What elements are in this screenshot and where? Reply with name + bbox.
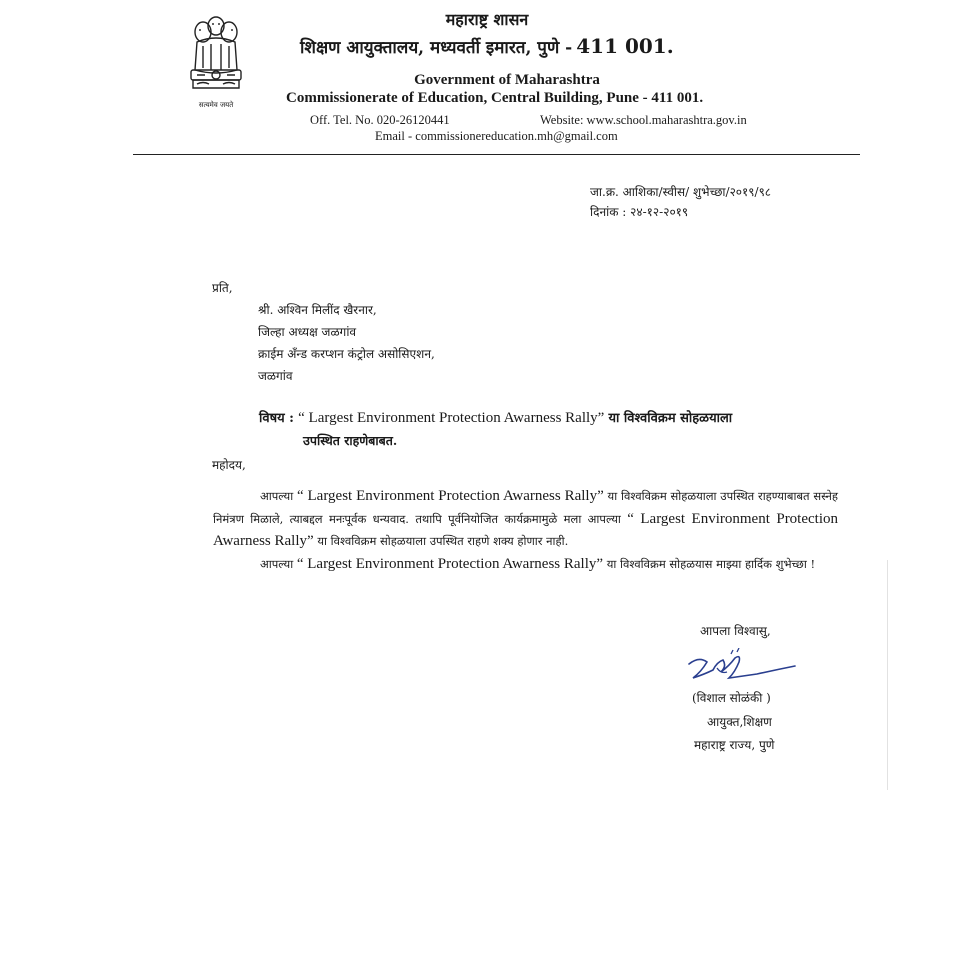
recipient-to: प्रति, bbox=[212, 281, 233, 295]
body-text: आपल्या bbox=[260, 557, 294, 571]
signatory-name: (विशाल सोळंकी ) bbox=[692, 691, 771, 705]
salutation: महोदय, bbox=[212, 458, 246, 472]
body-text: या विश्वविक्रम सोहळयाला उपस्थित राहण्याबाबत सस्नेह निमंत्रण मिळाले, त्याबद्दल मनःपूर्वक धन्यवाद. तथापि पूर्वनियोजित कार्यक्रमामुळे मला आपल्या bbox=[213, 489, 838, 526]
subject-label: विषय : bbox=[259, 411, 294, 426]
office-email: Email - commissionereducation.mh@gmail.com bbox=[375, 129, 618, 143]
government-title-english: Government of Maharashtra bbox=[414, 72, 600, 88]
body-text: या विश्वविक्रम सोहळयाला उपस्थित राहणे शक्य होणार नाही. bbox=[317, 534, 569, 548]
scan-edge-line bbox=[887, 560, 888, 790]
valediction: आपला विश्वासु, bbox=[700, 624, 771, 638]
body-event-name: “ Largest Environment Protection Awarness Rally” bbox=[296, 556, 604, 572]
subject-line-2: उपस्थित राहणेबाबत. bbox=[303, 433, 398, 448]
government-title-marathi: महाराष्ट्र शासन bbox=[445, 10, 529, 29]
recipient-line: जिल्हा अध्यक्ष जळगांव bbox=[258, 325, 357, 339]
body-paragraph-1 bbox=[213, 485, 838, 553]
header-divider bbox=[133, 154, 860, 155]
signatory-designation: आयुक्त,शिक्षण bbox=[707, 715, 772, 729]
recipient-line: श्री. अश्विन मिलींद खैरनार, bbox=[258, 303, 377, 317]
body-paragraph-2 bbox=[213, 553, 838, 576]
subject-event: “ Largest Environment Protection Awarness Rally” bbox=[298, 410, 605, 426]
signatory-location: महाराष्ट्र राज्य, पुणे bbox=[694, 738, 775, 752]
letter-date: दिनांक : २४-१२-२०१९ bbox=[590, 205, 689, 219]
body-text: या विश्वविक्रम सोहळयास माझ्या हार्दिक शुभेच्छा ! bbox=[606, 557, 816, 571]
office-address-marathi-text: शिक्षण आयुक्तालय, मध्यवर्ती इमारत, पुणे - bbox=[300, 38, 573, 58]
reference-number: जा.क्र. आशिका/स्वीस/ शुभेच्छा/२०१९/९८ bbox=[590, 185, 772, 199]
emblem-motto: सत्यमेव जयते bbox=[198, 101, 234, 109]
office-pin-code: 411 001. bbox=[576, 34, 674, 58]
office-address-english: Commissionerate of Education, Central Building, Pune - 411 001. bbox=[286, 90, 704, 106]
body-event-name: “ Largest Environment Protection Awarness Rally” bbox=[296, 488, 604, 504]
office-website: Website: www.school.maharashtra.gov.in bbox=[540, 113, 747, 127]
office-address-marathi bbox=[300, 34, 674, 58]
body-event-name: “ Largest Environment Protection Awarness Rally” bbox=[213, 510, 839, 549]
subject-text: या विश्वविक्रम सोहळयाला bbox=[608, 411, 733, 426]
body-text: आपल्या bbox=[260, 489, 294, 503]
recipient-line: क्राईम अँन्ड करप्शन कंट्रोल असोसिएशन, bbox=[258, 347, 435, 361]
recipient-line: जळगांव bbox=[258, 369, 293, 383]
office-phone: Off. Tel. No. 020-26120441 bbox=[310, 113, 450, 127]
subject-line bbox=[259, 408, 732, 427]
